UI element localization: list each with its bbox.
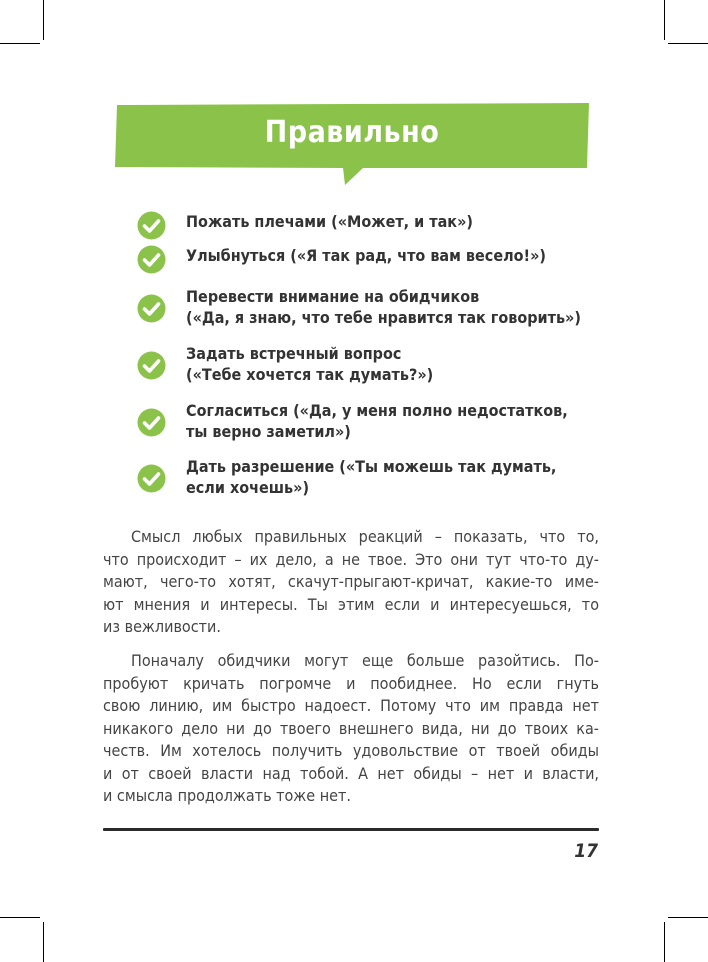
heading-banner [115,103,589,168]
paragraph-line: честв. Им хотелось получить удовольствие от твоей обиды [103,741,599,760]
crop-mark [668,43,708,44]
page-number: 17 [574,840,598,862]
checklist-item-text [186,286,581,328]
checklist-item-text [186,211,473,232]
checkmark-circle-icon [137,211,166,244]
paragraph-line: Смысл любых правильных реакций – показать, что то, [131,527,599,546]
checkmark-circle-icon [137,294,166,327]
crop-mark [43,922,44,962]
paragraph-line: свою линию, им быстро надоест. Потому что им правда нет [103,696,599,715]
checklist-item-text [186,343,433,385]
paragraph-line: Поначалу обидчики могут еще больше разойтись. По- [131,651,599,670]
crop-mark [664,0,665,40]
heading-title: Правильно [264,115,440,150]
checkmark-circle-icon [137,351,166,384]
crop-mark [664,922,665,962]
checklist-item-line: Согласиться («Да, у меня полно недостатков, [186,401,568,420]
paragraph-line: пробуют кричать погромче и пообиднее. Но если гнуть [103,673,599,693]
body-paragraph [103,650,599,808]
paragraph-line: никакого дело ни до твоего внешнего вида, ни до твоих ка- [103,718,599,738]
paragraph-line: и смысла продолжать тоже нет. [103,786,351,805]
checklist-item-text [186,456,556,498]
checklist-item-line: Задать встречный вопрос [186,344,402,363]
checklist-item-text [186,245,546,266]
checkmark-circle-icon [137,245,166,278]
crop-mark [668,917,708,918]
crop-mark [0,43,40,44]
checklist-item-line: («Тебе хочется так думать?») [186,365,434,384]
checklist-item-line: ты верно заметил») [186,422,351,441]
checklist-item-line: если хочешь») [186,478,310,497]
checklist-item-line: Перевести внимание на обидчиков [186,287,480,306]
paragraph-line: ют мнения и интересы. Ты этим если и интересуешься, то [103,594,599,614]
checklist-item-line: Пожать плечами («Может, и так») [186,212,473,231]
paragraph-line: и от своей власти над тобой. А нет обиды – нет и власти, [103,763,599,783]
checklist-item-line: («Да, я знаю, что тебе нравится так говорить») [186,308,581,327]
body-paragraph [103,526,599,639]
paragraph-line: что происходит – их дело, а не твое. Это они тут что-то ду- [103,549,599,569]
crop-mark [0,917,40,918]
crop-mark [43,0,44,40]
paragraph-line: из вежливости. [103,617,221,636]
checklist-item-line: Дать разрешение («Ты можешь так думать, [186,457,557,476]
footer-rule [103,828,599,831]
checkmark-circle-icon [137,408,166,441]
checkmark-circle-icon [137,464,166,497]
checklist-item-text [186,400,568,442]
paragraph-line: мают, чего-то хотят, скачут-прыгают-кричат, какие-то име- [103,572,599,591]
checklist-item-line: Улыбнуться («Я так рад, что вам весело!») [186,246,546,265]
